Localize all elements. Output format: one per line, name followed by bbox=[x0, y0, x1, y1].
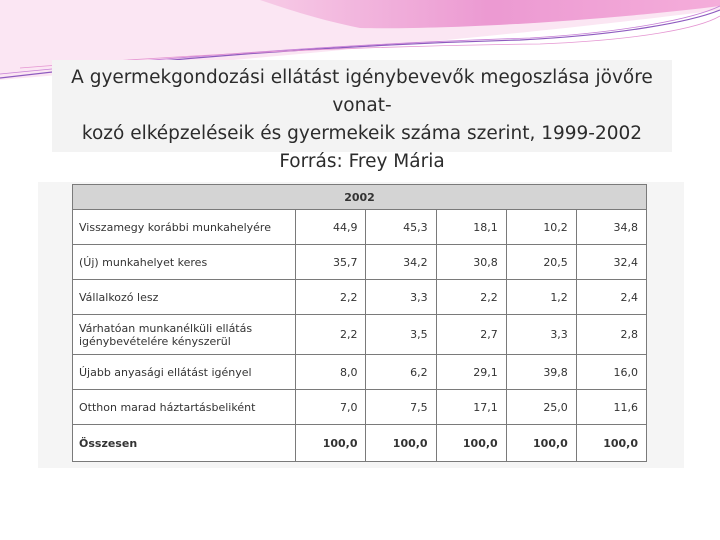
year-header: 2002 bbox=[73, 185, 647, 210]
cell-value: 35,7 bbox=[296, 245, 366, 280]
table-row bbox=[73, 210, 647, 245]
slide-title bbox=[52, 64, 672, 176]
cell-value: 39,8 bbox=[506, 355, 576, 390]
cell-value: 20,5 bbox=[506, 245, 576, 280]
row-label: Visszamegy korábbi munkahelyére bbox=[73, 210, 296, 245]
row-label: Otthon marad háztartásbeliként bbox=[73, 390, 296, 425]
row-label: Várhatóan munkanélküli ellátás igénybevételére kényszerül bbox=[73, 315, 296, 355]
cell-value: 17,1 bbox=[436, 390, 506, 425]
cell-value: 2,8 bbox=[576, 315, 646, 355]
cell-value: 2,2 bbox=[436, 280, 506, 315]
cell-value: 25,0 bbox=[506, 390, 576, 425]
data-table bbox=[72, 184, 647, 462]
cell-value: 10,2 bbox=[506, 210, 576, 245]
cell-value: 8,0 bbox=[296, 355, 366, 390]
row-label: Újabb anyasági ellátást igényel bbox=[73, 355, 296, 390]
cell-value: 34,2 bbox=[366, 245, 436, 280]
cell-value: 30,8 bbox=[436, 245, 506, 280]
cell-value: 32,4 bbox=[576, 245, 646, 280]
row-label: Vállalkozó lesz bbox=[73, 280, 296, 315]
cell-value: 100,0 bbox=[296, 425, 366, 462]
cell-value: 44,9 bbox=[296, 210, 366, 245]
table-row bbox=[73, 390, 647, 425]
table-row bbox=[73, 245, 647, 280]
cell-value: 7,5 bbox=[366, 390, 436, 425]
cell-value: 3,3 bbox=[366, 280, 436, 315]
title-line-2: kozó elképzeléseik és gyermekeik száma szerint, 1999-2002 bbox=[81, 123, 643, 144]
cell-value: 100,0 bbox=[576, 425, 646, 462]
title-source: Forrás: Frey Mária bbox=[279, 151, 445, 172]
cell-value: 45,3 bbox=[366, 210, 436, 245]
table-total-row bbox=[73, 425, 647, 462]
cell-value: 18,1 bbox=[436, 210, 506, 245]
cell-value: 34,8 bbox=[576, 210, 646, 245]
cell-value: 2,4 bbox=[576, 280, 646, 315]
cell-value: 11,6 bbox=[576, 390, 646, 425]
cell-value: 2,2 bbox=[296, 315, 366, 355]
cell-value: 2,2 bbox=[296, 280, 366, 315]
cell-value: 7,0 bbox=[296, 390, 366, 425]
table-row bbox=[73, 355, 647, 390]
row-label: (Új) munkahelyet keres bbox=[73, 245, 296, 280]
cell-value: 100,0 bbox=[366, 425, 436, 462]
cell-value: 100,0 bbox=[506, 425, 576, 462]
cell-value: 2,7 bbox=[436, 315, 506, 355]
row-label: Összesen bbox=[73, 425, 296, 462]
cell-value: 16,0 bbox=[576, 355, 646, 390]
cell-value: 1,2 bbox=[506, 280, 576, 315]
cell-value: 100,0 bbox=[436, 425, 506, 462]
cell-value: 3,5 bbox=[366, 315, 436, 355]
table-row bbox=[73, 315, 647, 355]
table-header-row bbox=[73, 185, 647, 210]
table-row bbox=[73, 280, 647, 315]
cell-value: 6,2 bbox=[366, 355, 436, 390]
cell-value: 3,3 bbox=[506, 315, 576, 355]
title-line-1: A gyermekgondozási ellátást igénybevevők megoszlása jövőre vonat- bbox=[71, 67, 653, 116]
cell-value: 29,1 bbox=[436, 355, 506, 390]
